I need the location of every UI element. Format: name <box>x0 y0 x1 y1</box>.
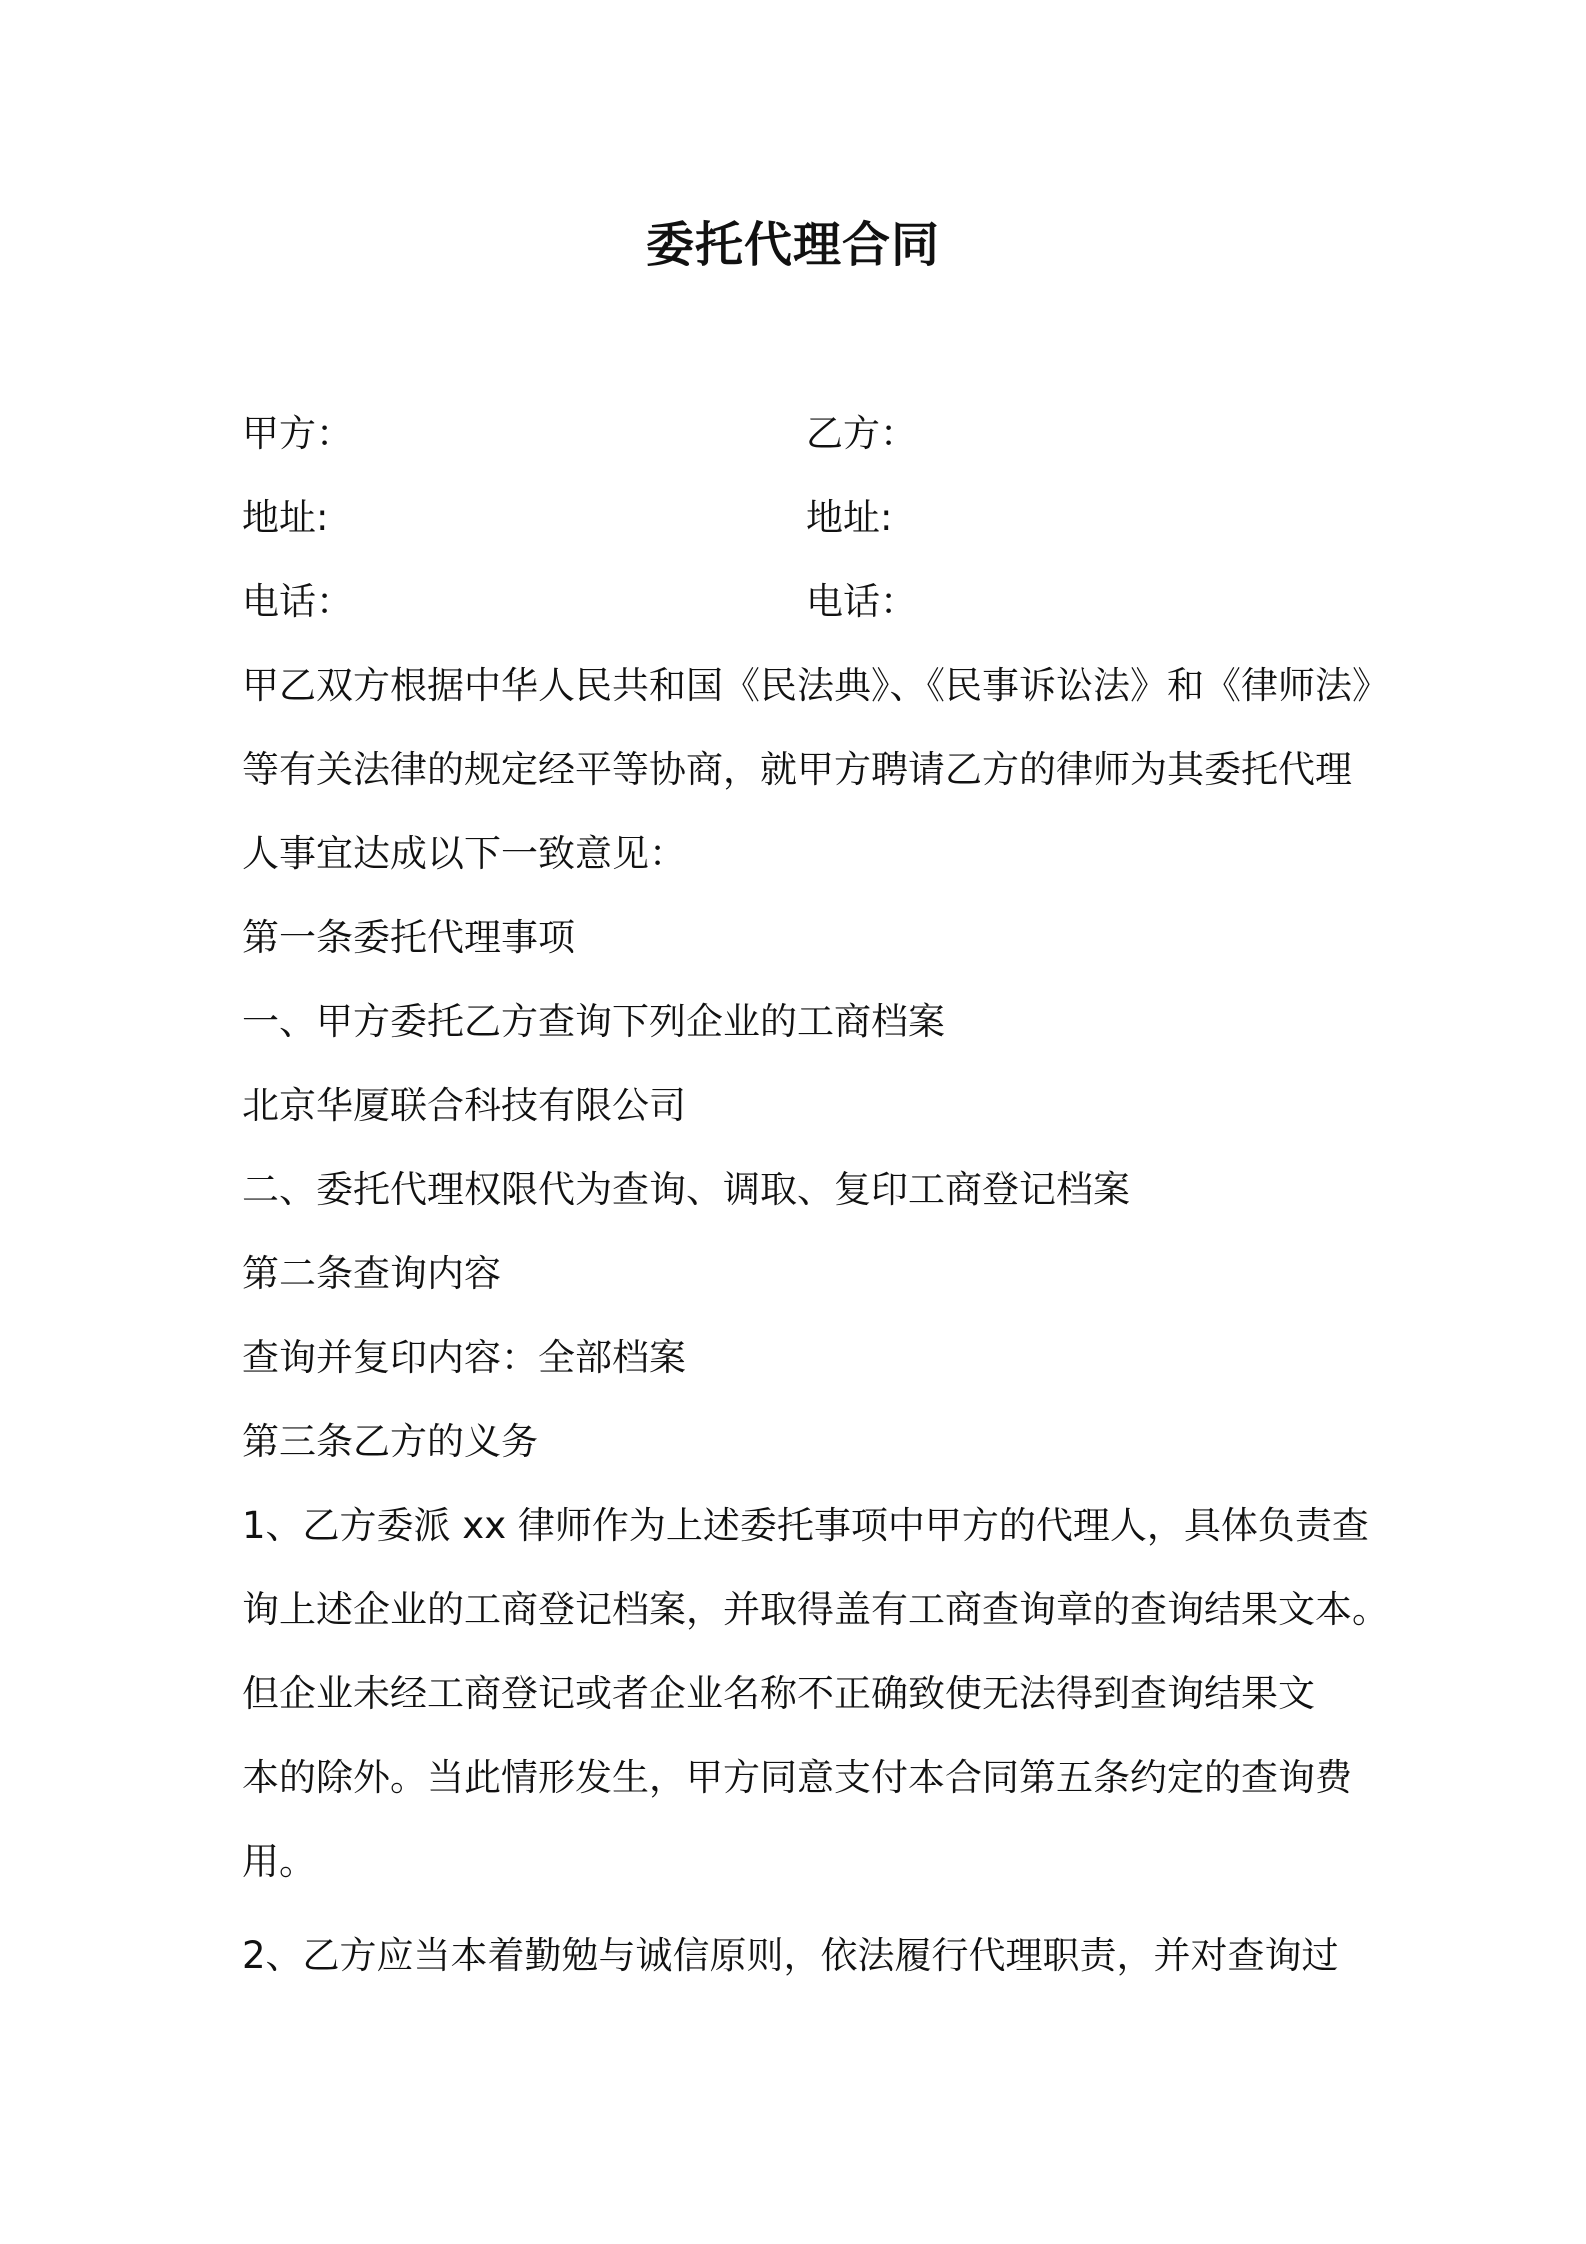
party-b-label: 乙方： <box>806 412 917 455</box>
article-3-clause-1-line-4: 本的除外。当此情形发生，甲方同意支付本合同第五条约定的查询费 <box>242 1756 1352 1799</box>
company-name: 北京华厦联合科技有限公司 <box>242 1084 686 1127</box>
party-name-row <box>242 404 1362 464</box>
preamble-line-3: 人事宜达成以下一致意见： <box>242 832 686 875</box>
article-1-item-2: 二、委托代理权限代为查询、调取、复印工商登记档案 <box>242 1168 1130 1211</box>
document-title: 委托代理合同 <box>645 217 940 273</box>
article-2-content: 查询并复印内容：全部档案 <box>242 1336 686 1379</box>
article-3-clause-1-line-2: 询上述企业的工商登记档案，并取得盖有工商查询章的查询结果文本。 <box>242 1588 1389 1631</box>
article-2-heading: 第二条查询内容 <box>242 1252 501 1295</box>
article-1-item-1: 一、甲方委托乙方查询下列企业的工商档案 <box>242 1000 945 1043</box>
preamble-line-1: 甲乙双方根据中华人民共和国《民法典》、《民事诉讼法》和《律师法》 <box>242 664 1389 707</box>
preamble-line-2: 等有关法律的规定经平等协商，就甲方聘请乙方的律师为其委托代理 <box>242 748 1352 791</box>
article-3-clause-2-line-1: 2、乙方应当本着勤勉与诚信原则，依法履行代理职责，并对查询过 <box>242 1934 1339 1977</box>
party-b-address-label: 地址: <box>806 496 893 539</box>
article-3-clause-1-line-3: 但企业未经工商登记或者企业名称不正确致使无法得到查询结果文 <box>242 1672 1315 1715</box>
party-a-address-label: 地址: <box>242 496 329 539</box>
party-b-phone-label: 电话： <box>806 580 917 623</box>
party-a-label: 甲方： <box>242 412 353 455</box>
article-1-heading: 第一条委托代理事项 <box>242 916 575 959</box>
party-phone-row <box>242 572 1362 632</box>
party-address-row <box>242 488 1362 548</box>
article-3-clause-1-line-5: 用。 <box>242 1840 316 1883</box>
article-3-clause-1-line-1: 1、乙方委派 xx 律师作为上述委托事项中甲方的代理人，具体负责查 <box>242 1504 1369 1547</box>
party-a-phone-label: 电话： <box>242 580 353 623</box>
article-3-heading: 第三条乙方的义务 <box>242 1420 538 1463</box>
